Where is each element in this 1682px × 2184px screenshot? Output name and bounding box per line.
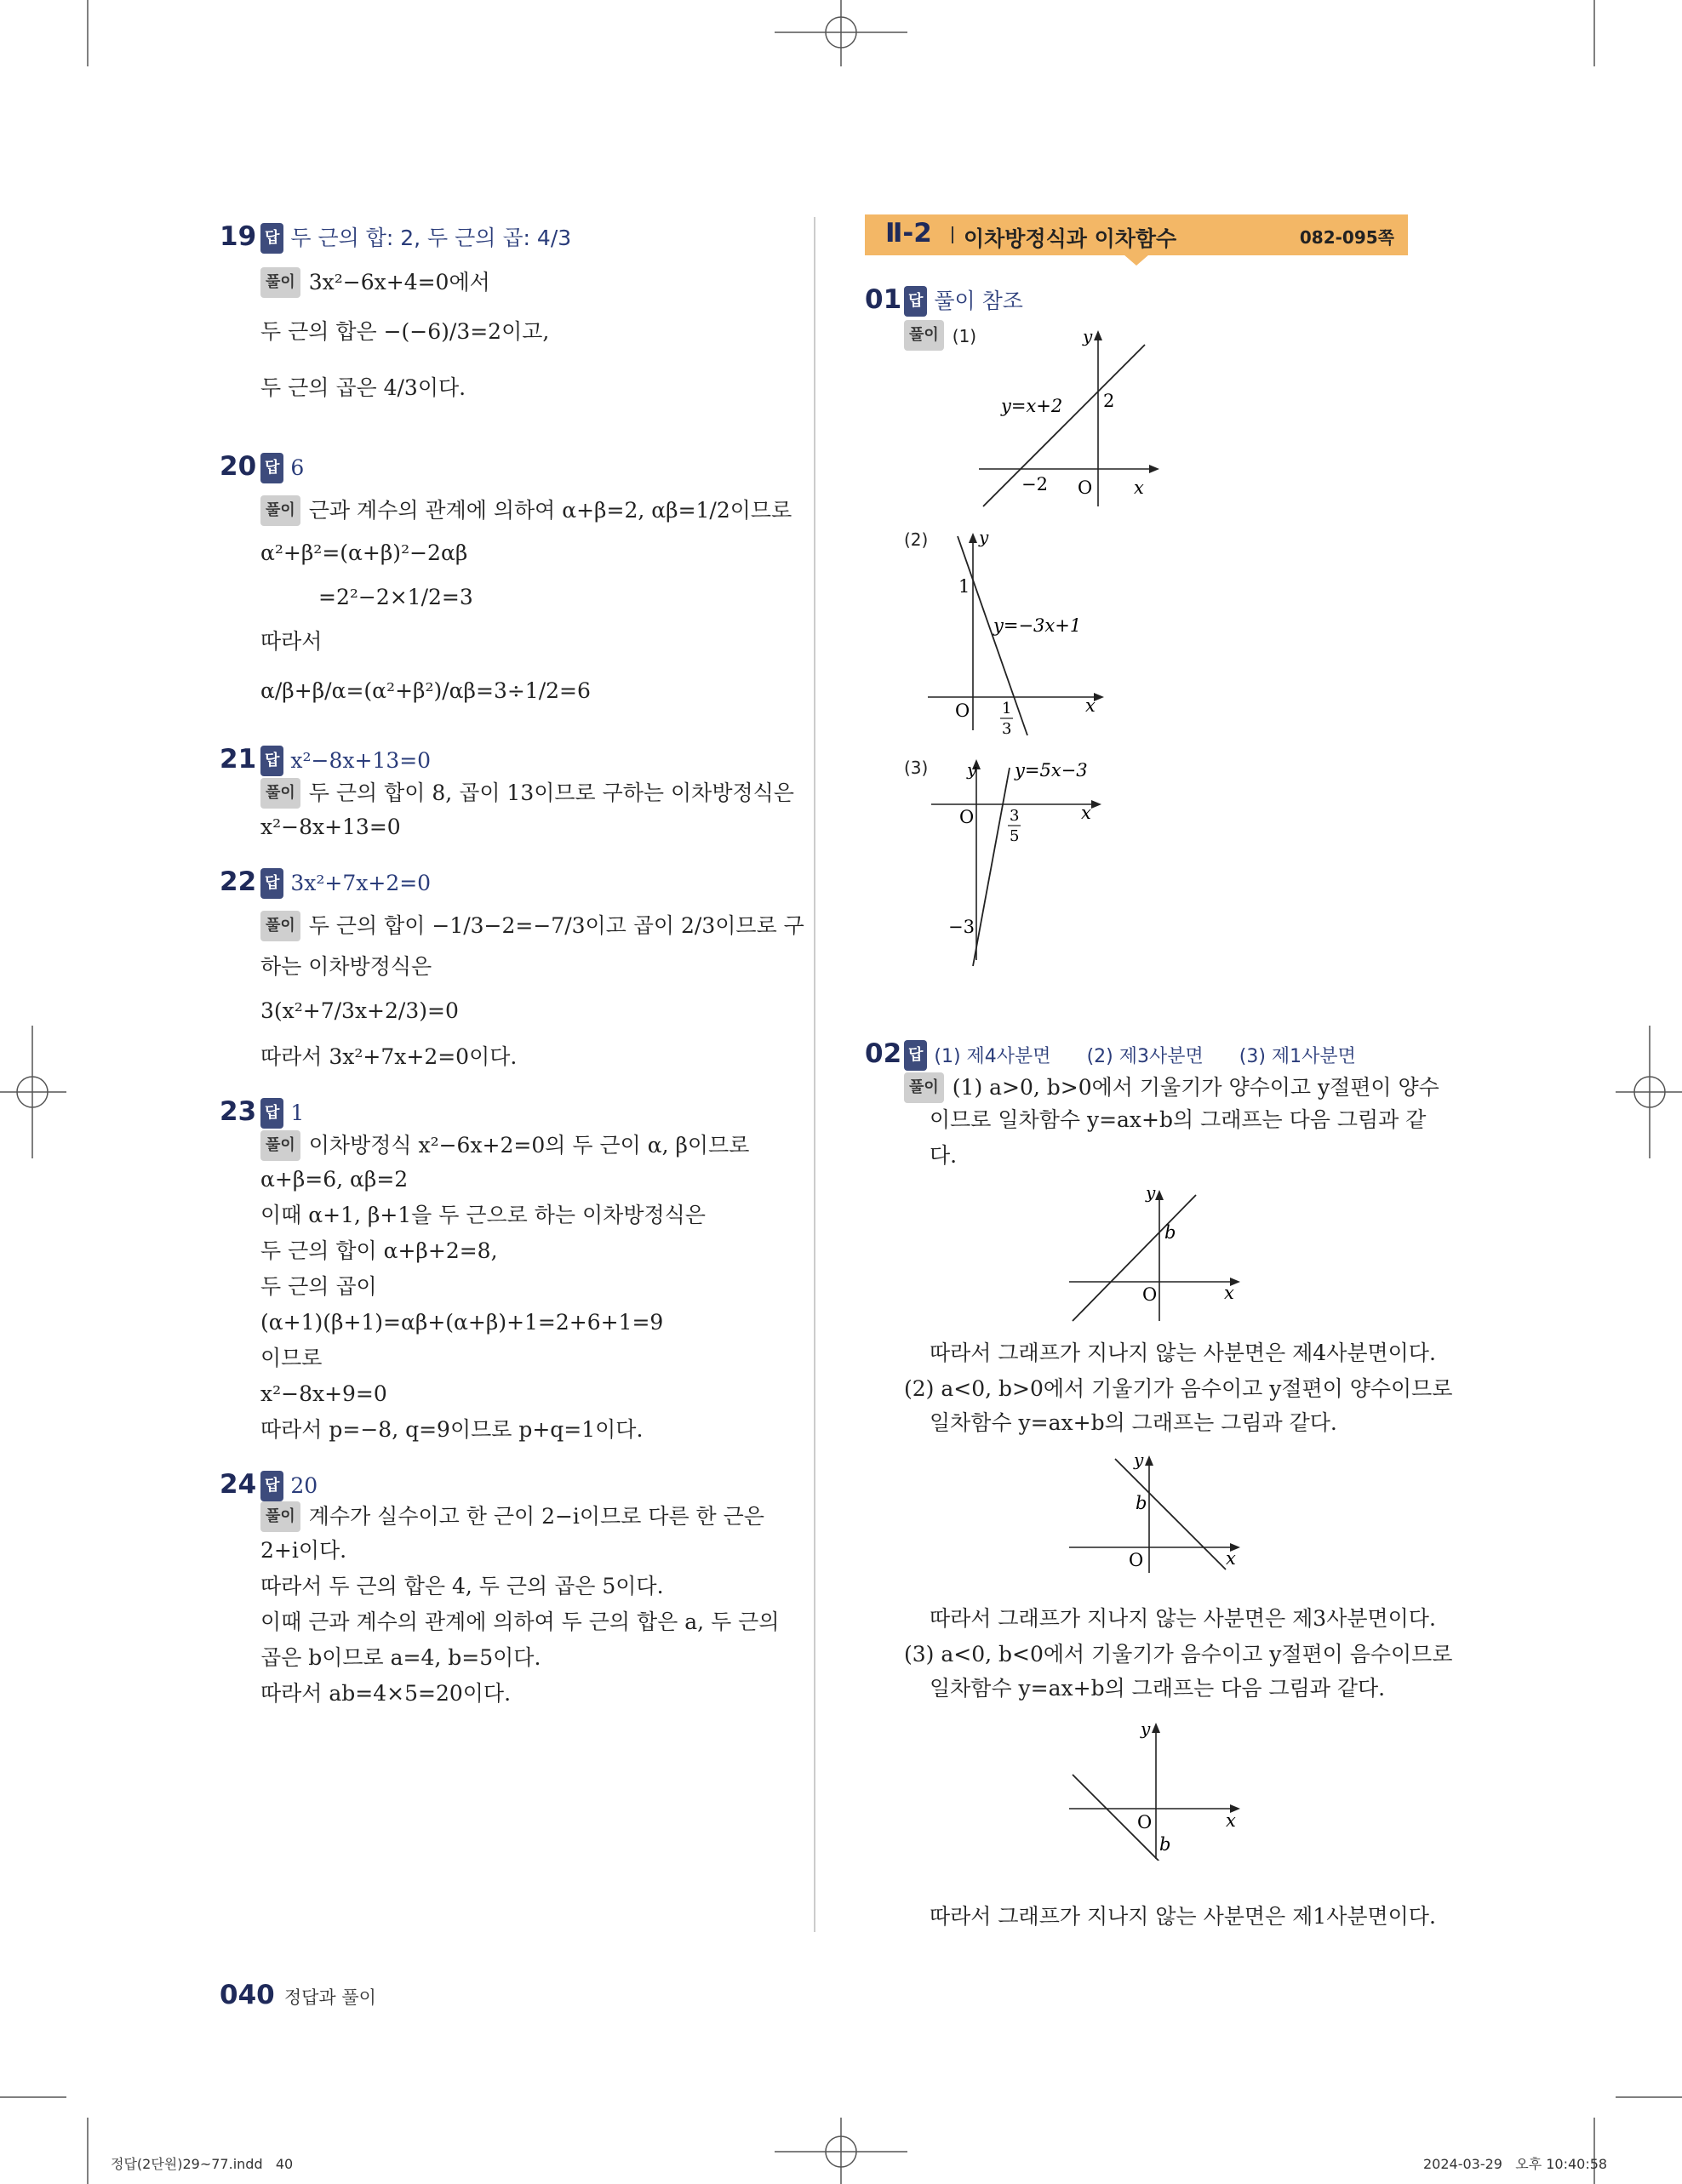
text-line: 이므로 bbox=[260, 1346, 323, 1370]
solution-badge: 풀이 bbox=[904, 1072, 944, 1103]
page-number: 040 bbox=[220, 1980, 275, 2010]
answer-badge: 답 bbox=[260, 453, 283, 483]
answer-text: 20 bbox=[290, 1473, 318, 1498]
answer-line bbox=[260, 453, 304, 483]
solution-line bbox=[904, 320, 976, 351]
answer-badge: 답 bbox=[904, 286, 927, 317]
text-line: 따라서 bbox=[260, 629, 323, 654]
answer-badge: 답 bbox=[260, 1098, 283, 1129]
origin-label: O bbox=[955, 700, 970, 721]
solution-line bbox=[260, 495, 792, 526]
text-line: 다. bbox=[930, 1143, 958, 1168]
x-intercept-denominator: 5 bbox=[1010, 827, 1020, 845]
text-line: 계수가 실수이고 한 근이 2−i이므로 다른 한 근은 bbox=[308, 1504, 764, 1529]
y-intercept-label: 2 bbox=[1103, 391, 1115, 411]
answer-line bbox=[904, 1040, 1356, 1071]
part-label: (2) bbox=[904, 529, 929, 550]
text-line: 두 근의 합이 8, 곱이 13이므로 구하는 이차방정식은 bbox=[308, 780, 794, 805]
print-timestamp: 2024-03-29 오후 10:40:58 bbox=[1423, 2156, 1608, 2172]
text-line: 두 근의 합은 −(−6)/3=2이고, bbox=[260, 319, 550, 344]
section-title: 이차방정식과 이차함수 bbox=[964, 226, 1177, 251]
answer-item: (1) 제4사분면 bbox=[934, 1046, 1051, 1067]
text-line: 이때 α+1, β+1을 두 근으로 하는 이차방정식은 bbox=[260, 1203, 706, 1227]
text-line: 따라서 3x²+7x+2=0이다. bbox=[260, 1044, 518, 1069]
answer-text: 1 bbox=[290, 1101, 305, 1125]
b-label: b bbox=[1136, 1493, 1147, 1513]
problem-number: 20 bbox=[220, 451, 257, 482]
text-line: (α+1)(β+1)=αβ+(α+β)+1=2+6+1=9 bbox=[260, 1310, 664, 1335]
text-line: α/β+β/α=(α²+β²)/αβ=3÷1/2=6 bbox=[260, 678, 591, 703]
problem-number: 19 bbox=[220, 221, 257, 252]
graph-negative-slope-positive-intercept bbox=[1064, 1449, 1251, 1585]
solution-badge: 풀이 bbox=[260, 1130, 300, 1161]
text-line: 두 근의 곱이 bbox=[260, 1274, 377, 1299]
solution-badge: 풀이 bbox=[260, 495, 300, 526]
section-header-pointer bbox=[1124, 254, 1149, 266]
solution-line bbox=[260, 778, 794, 809]
text-line: 3x²−6x+4=0에서 bbox=[308, 270, 490, 294]
problem-number: 21 bbox=[220, 744, 257, 775]
conclusion-line: 따라서 그래프가 지나지 않는 사분면은 제3사분면이다. bbox=[930, 1606, 1436, 1631]
origin-label: O bbox=[1137, 1812, 1153, 1832]
x-intercept-numerator: 3 bbox=[1010, 807, 1020, 825]
x-intercept-label: −2 bbox=[1021, 474, 1048, 495]
axis-x-label: x bbox=[1081, 803, 1091, 823]
answer-line bbox=[260, 1471, 318, 1501]
solution-badge: 풀이 bbox=[260, 778, 300, 809]
answer-badge: 답 bbox=[260, 1471, 283, 1501]
section-pages: 082-095쪽 bbox=[1299, 227, 1394, 248]
axis-y-label: y bbox=[1134, 1449, 1144, 1470]
conclusion-line: 따라서 그래프가 지나지 않는 사분면은 제4사분면이다. bbox=[930, 1341, 1436, 1365]
answer-item: (3) 제1사분면 bbox=[1239, 1046, 1356, 1067]
text-line: 일차함수 y=ax+b의 그래프는 다음 그림과 같다. bbox=[930, 1676, 1386, 1701]
axis-y-label: y bbox=[967, 759, 977, 780]
equation-label: y=5x−3 bbox=[1015, 760, 1088, 780]
answer-badge: 답 bbox=[904, 1040, 927, 1071]
text-line: 두 근의 합이 −1/3−2=−7/3이고 곱이 2/3이므로 구 bbox=[308, 913, 804, 938]
text-line: 따라서 p=−8, q=9이므로 p+q=1이다. bbox=[260, 1417, 644, 1442]
origin-label: O bbox=[1142, 1284, 1158, 1305]
page-label: 정답과 풀이 bbox=[283, 1987, 376, 2008]
answer-text: 두 근의 합: 2, 두 근의 곱: 4/3 bbox=[290, 226, 572, 250]
problem-number: 22 bbox=[220, 866, 257, 897]
text-line: 이므로 일차함수 y=ax+b의 그래프는 다음 그림과 같 bbox=[930, 1107, 1427, 1132]
b-label: b bbox=[1159, 1834, 1171, 1855]
solution-line bbox=[260, 1130, 749, 1161]
graph-negative-slope-negative-intercept bbox=[1064, 1716, 1251, 1861]
section-header bbox=[865, 214, 1408, 255]
solution-line bbox=[904, 1072, 1439, 1103]
text-line: α+β=6, αβ=2 bbox=[260, 1167, 409, 1192]
text-line: 일차함수 y=ax+b의 그래프는 그림과 같다. bbox=[930, 1410, 1337, 1435]
axis-x-label: x bbox=[1085, 695, 1096, 716]
graph-y-eq-minus-3x-plus-1 bbox=[919, 526, 1124, 739]
axis-x-label: x bbox=[1226, 1548, 1236, 1569]
solution-badge: 풀이 bbox=[904, 320, 944, 351]
answer-text: 3x²+7x+2=0 bbox=[290, 871, 432, 895]
text-line: 이차방정식 x²−6x+2=0의 두 근이 α, β이므로 bbox=[308, 1133, 750, 1158]
text-line: 이때 근과 계수의 관계에 의하여 두 근의 합은 a, 두 근의 bbox=[260, 1609, 780, 1634]
answer-line bbox=[904, 286, 1023, 317]
x-intercept-denominator: 3 bbox=[1002, 720, 1012, 738]
text-line: x²−8x+13=0 bbox=[260, 815, 401, 839]
graph-y-eq-x-plus-2 bbox=[970, 323, 1175, 519]
section-code: Ⅱ-2 bbox=[885, 218, 932, 249]
text-line: 따라서 ab=4×5=20이다. bbox=[260, 1681, 512, 1706]
conclusion-line: 따라서 그래프가 지나지 않는 사분면은 제1사분면이다. bbox=[930, 1904, 1436, 1929]
text-line: (3) a<0, b<0에서 기울기가 음수이고 y절편이 음수이므로 bbox=[904, 1642, 1453, 1667]
answer-item: (2) 제3사분면 bbox=[1086, 1046, 1204, 1067]
part-label: (1) bbox=[952, 326, 977, 346]
section-divider bbox=[952, 226, 953, 243]
text-line: 하는 이차방정식은 bbox=[260, 954, 432, 979]
equation-label: y=x+2 bbox=[1001, 396, 1063, 416]
text-line: (2) a<0, b>0에서 기울기가 음수이고 y절편이 양수이므로 bbox=[904, 1376, 1453, 1401]
text-line: 근과 계수의 관계에 의하여 α+β=2, αβ=1/2이므로 bbox=[308, 498, 792, 523]
problem-number: 02 bbox=[865, 1038, 902, 1069]
graph-y-eq-5x-minus-3 bbox=[928, 756, 1149, 969]
solution-badge: 풀이 bbox=[260, 911, 300, 941]
axis-y-label: y bbox=[979, 527, 989, 547]
answer-line bbox=[260, 868, 431, 899]
problem-number: 23 bbox=[220, 1096, 257, 1127]
text-line: 따라서 두 근의 합은 4, 두 근의 곱은 5이다. bbox=[260, 1574, 664, 1598]
axis-x-label: x bbox=[1224, 1283, 1234, 1303]
solution-badge: 풀이 bbox=[260, 1501, 300, 1532]
answer-line bbox=[260, 1098, 304, 1129]
answer-badge: 답 bbox=[260, 746, 283, 776]
file-info: 정답(2단원)29~77.indd 40 bbox=[111, 2156, 294, 2172]
answer-badge: 답 bbox=[260, 223, 283, 254]
answer-badge: 답 bbox=[260, 868, 283, 899]
text-line: 두 근의 곱은 4/3이다. bbox=[260, 375, 466, 400]
text-line: x²−8x+9=0 bbox=[260, 1381, 387, 1406]
origin-label: O bbox=[959, 807, 975, 827]
x-intercept-numerator: 1 bbox=[1002, 700, 1012, 718]
equation-label: y=−3x+1 bbox=[993, 615, 1082, 636]
text-line: 3(x²+7/3x+2/3)=0 bbox=[260, 998, 459, 1023]
answer-text: x²−8x+13=0 bbox=[290, 748, 432, 773]
solution-line bbox=[260, 1501, 764, 1532]
text-line: 곱은 b이므로 a=4, b=5이다. bbox=[260, 1645, 541, 1670]
text-line: (1) a>0, b>0에서 기울기가 양수이고 y절편이 양수 bbox=[952, 1075, 1439, 1100]
problem-number: 24 bbox=[220, 1469, 257, 1500]
y-intercept-label: −3 bbox=[948, 917, 975, 937]
answer-text: 6 bbox=[290, 455, 305, 480]
answer-text: 풀이 참조 bbox=[934, 289, 1023, 313]
origin-label: O bbox=[1129, 1550, 1144, 1570]
solution-line bbox=[260, 267, 490, 298]
part-label: (3) bbox=[904, 758, 929, 778]
text-line: α²+β²=(α+β)²−2αβ bbox=[260, 540, 468, 565]
axis-x-label: x bbox=[1226, 1810, 1236, 1831]
text-line: 두 근의 합이 α+β+2=8, bbox=[260, 1238, 498, 1263]
solution-badge: 풀이 bbox=[260, 267, 300, 298]
axis-x-label: x bbox=[1134, 477, 1144, 498]
problem-number: 01 bbox=[865, 284, 902, 315]
answer-line bbox=[260, 746, 431, 776]
b-label: b bbox=[1164, 1222, 1176, 1243]
axis-y-label: y bbox=[1146, 1183, 1156, 1203]
axis-y-label: y bbox=[1141, 1718, 1151, 1739]
origin-label: O bbox=[1078, 477, 1093, 498]
y-intercept-label: 1 bbox=[958, 576, 970, 597]
graph-positive-slope-positive-intercept bbox=[1064, 1183, 1251, 1328]
text-line: 2+i이다. bbox=[260, 1538, 347, 1563]
solution-line bbox=[260, 911, 804, 941]
axis-y-label: y bbox=[1083, 326, 1093, 346]
answer-line bbox=[260, 223, 571, 254]
text-line: =2²−2×1/2=3 bbox=[318, 585, 473, 609]
footer-page bbox=[220, 1980, 376, 2010]
